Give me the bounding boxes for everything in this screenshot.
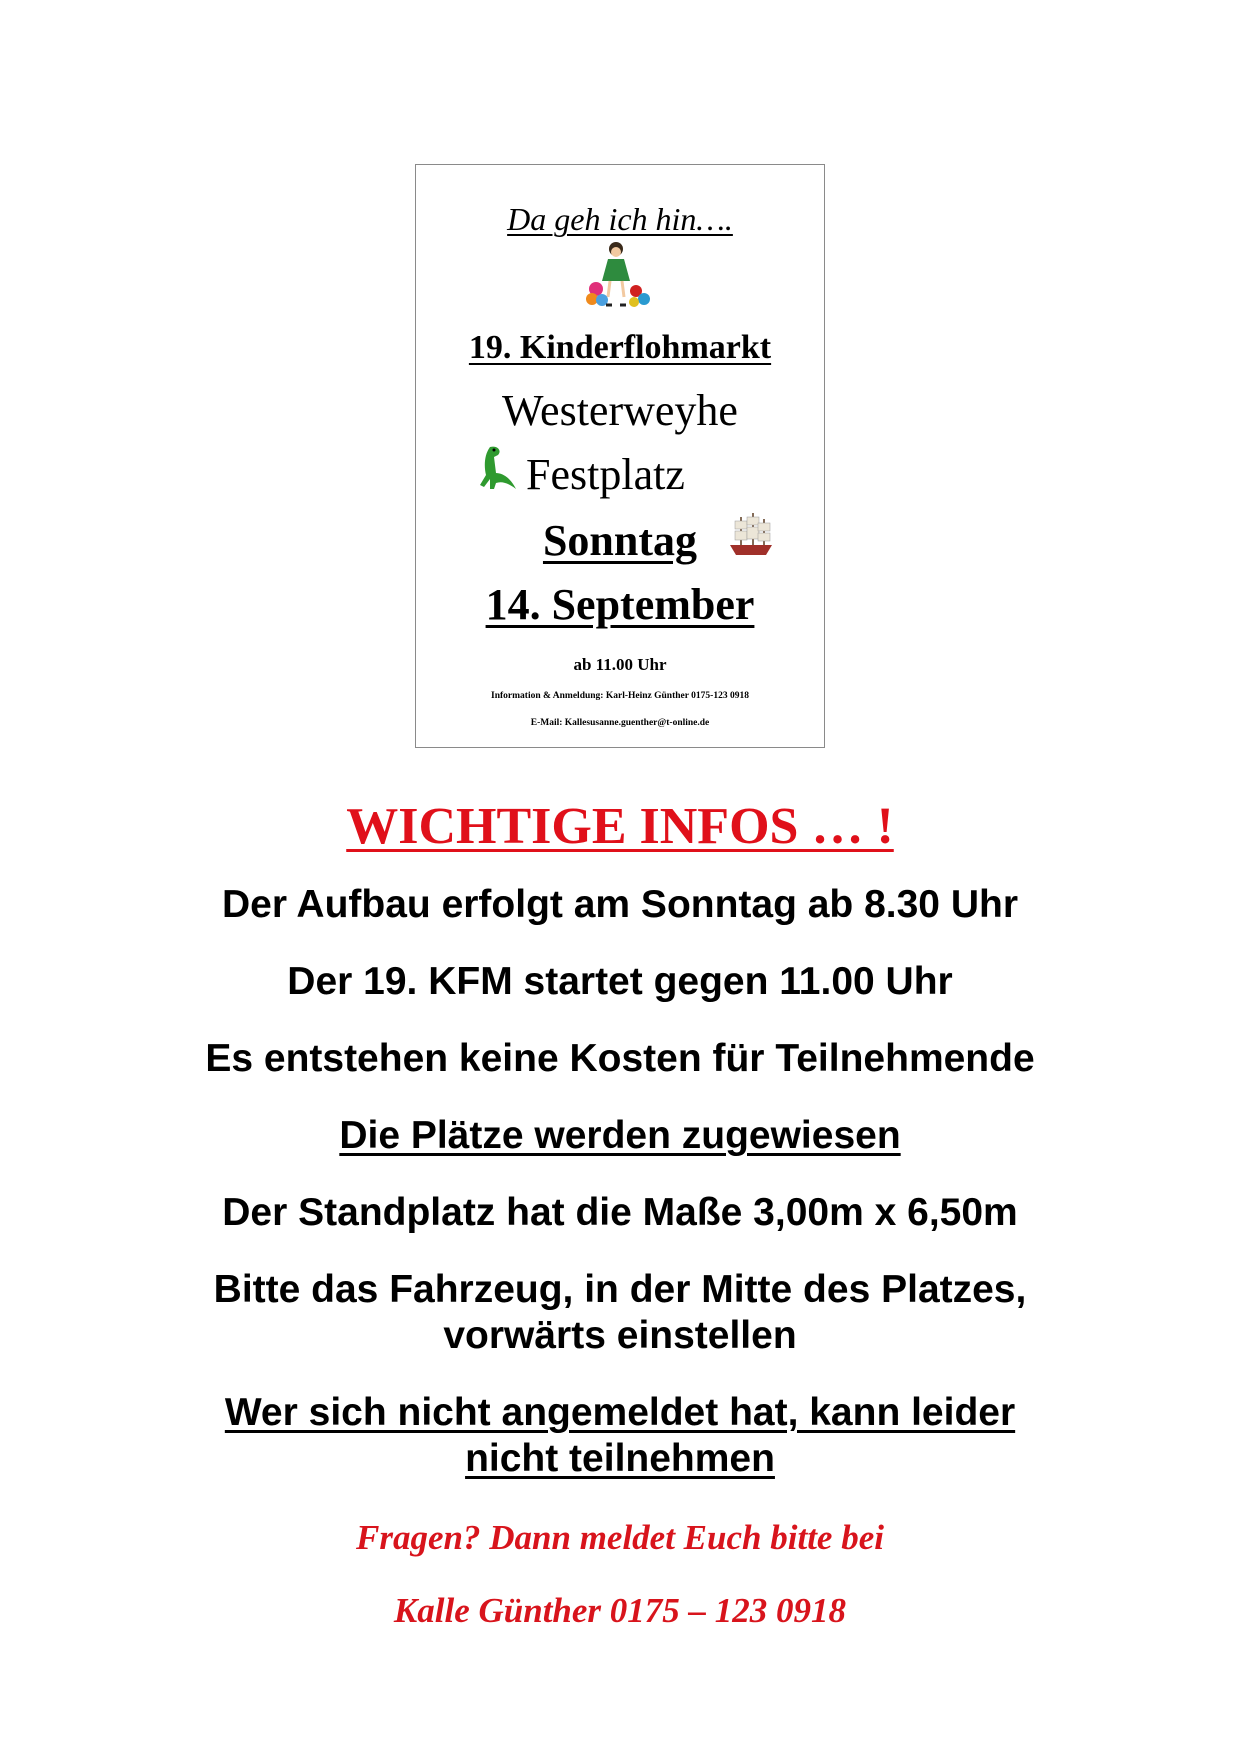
info-vehicle-line2: vorwärts einstellen — [443, 1314, 797, 1357]
dinosaur-icon — [476, 443, 518, 493]
info-setup-time: Der Aufbau erfolgt am Sonntag ab 8.30 Uhr — [222, 883, 1018, 926]
questions-prompt: Fragen? Dann meldet Euch bitte bei — [356, 1518, 884, 1557]
flyer-email: E-Mail: Kallesusanne.guenther@t-online.de — [530, 718, 710, 728]
info-registration-line2: nicht teilnehmen — [465, 1437, 775, 1480]
info-start-time: Der 19. KFM startet gegen 11.00 Uhr — [287, 960, 953, 1003]
contact-phone: Kalle Günther 0175 – 123 0918 — [393, 1591, 847, 1630]
info-stand-size: Der Standplatz hat die Maße 3,00m x 6,50m — [222, 1191, 1018, 1234]
event-location: Westerweyhe — [502, 386, 738, 435]
important-info-heading: WICHTIGE INFOS … ! — [346, 798, 894, 855]
flyer-contact: Information & Anmeldung: Karl-Heinz Günther 0175-123 0918 — [491, 691, 749, 701]
event-date: 14. September — [485, 580, 755, 629]
event-place: Festplatz — [526, 450, 685, 499]
info-vehicle-line1: Bitte das Fahrzeug, in der Mitte des Platzes, — [213, 1268, 1027, 1311]
info-costs: Es entstehen keine Kosten für Teilnehmende — [205, 1037, 1035, 1080]
event-time: ab 11.00 Uhr — [573, 655, 667, 674]
info-places-assigned: Die Plätze werden zugewiesen — [339, 1114, 901, 1157]
event-flyer — [415, 164, 825, 748]
info-registration-line1: Wer sich nicht angemeldet hat, kann leider — [224, 1391, 1016, 1434]
girl-with-balloons-icon — [586, 239, 656, 313]
event-day: Sonntag — [542, 516, 698, 565]
event-title: 19. Kinderflohmarkt — [468, 329, 772, 366]
flyer-tagline: Da geh ich hin…. — [507, 201, 733, 237]
